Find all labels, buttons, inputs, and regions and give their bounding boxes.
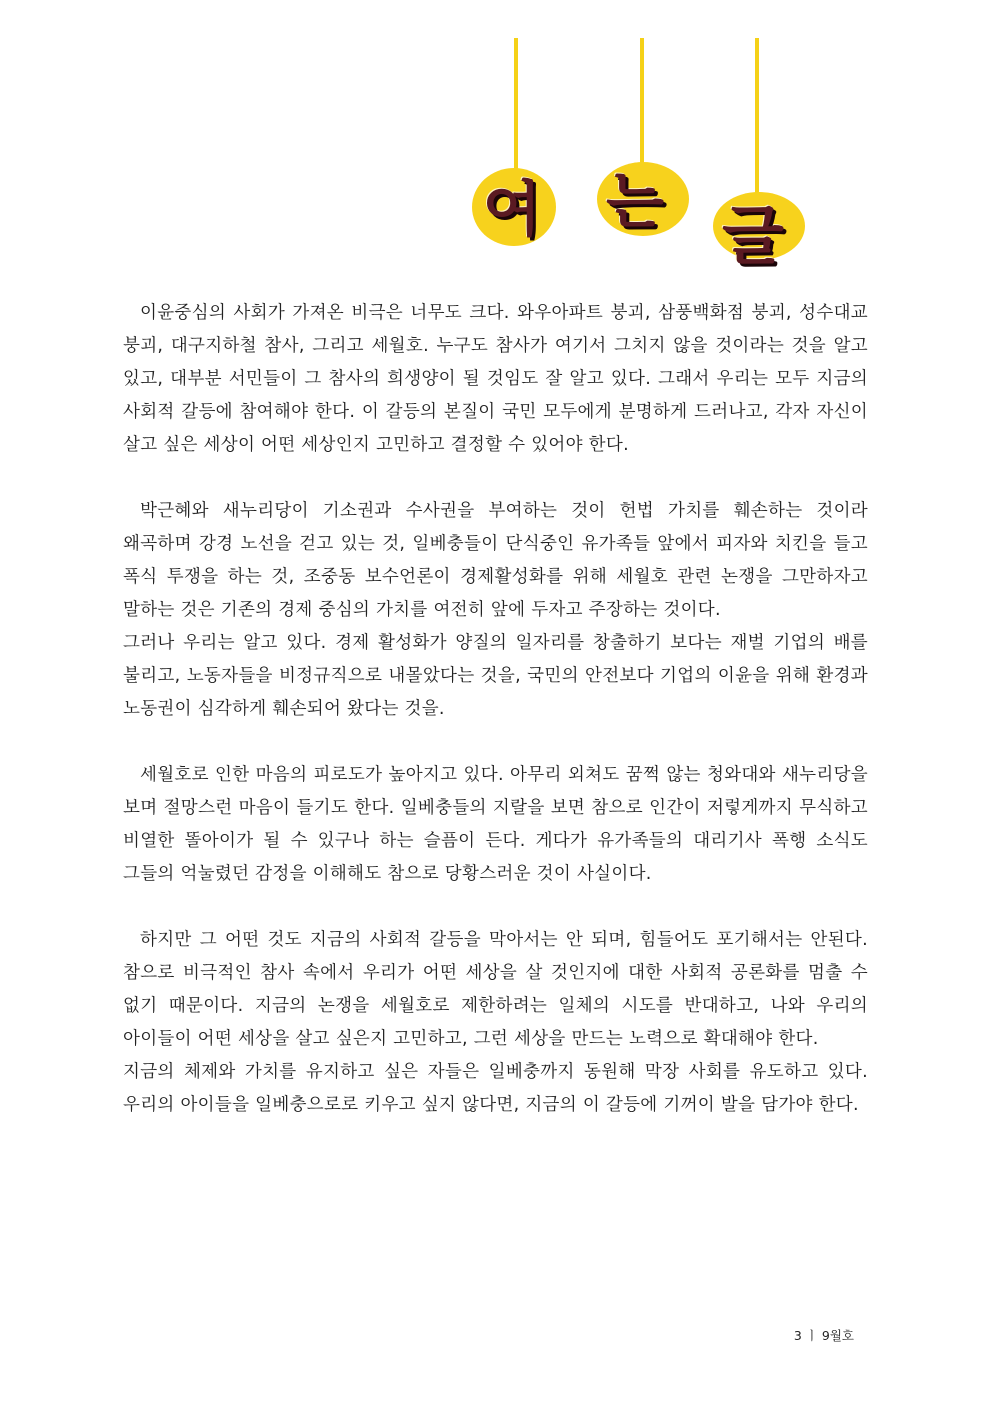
- paragraph-3: 그러나 우리는 알고 있다. 경제 활성화가 양질의 일자리를 창출하기 보다는 재벌 기업의 배를 불리고, 노동자들을 비정규직으로 내몰았다는 것을, 국민의 안전보다 기업의 이윤을 위해 환경과 노동권이 심각하게 훼손되어 왔다는 것을.: [123, 633, 868, 719]
- paragraph-6: 지금의 체제와 가치를 유지하고 싶은 자들은 일베충까지 동원해 막장 사회를 유도하고 있다. 우리의 아이들을 일베충으로로 키우고 싶지 않다면, 지금의 이 갈등에 기꺼이 발을 담가야 한다.: [123, 1062, 868, 1115]
- hanging-string-2: [640, 38, 644, 166]
- paragraph-4: 세월호로 인한 마음의 피로도가 높아지고 있다. 아무리 외쳐도 꿈쩍 않는 청와대와 새누리당을 보며 절망스런 마음이 들기도 한다. 일베충들의 지랄을 보면 참으로 인간이 저렇게까지 무식하고 비열한 똘아이가 될 수 있구나 하는 슬픔이 든다. 게다가 유가족들의 대리기사 폭행 소식도 그들의 억눌렸던 감정을 이해해도 참으로 당황스러운 것이 사실이다.: [123, 765, 868, 884]
- paragraph-gap: [123, 462, 868, 495]
- hanging-string-3: [755, 38, 759, 193]
- title-char-1: 여: [483, 175, 541, 245]
- paragraph-1: 이윤중심의 사회가 가져온 비극은 너무도 크다. 와우아파트 붕괴, 삼풍백화점 붕괴, 성수대교 붕괴, 대구지하철 참사, 그리고 세월호. 누구도 참사가 여기서 그치지 않을 것이라는 것을 알고 있고, 대부분 서민들이 그 참사의 희생양이 될 것임도 잘 알고 있다. 그래서 우리는 모두 지금의 사회적 갈등에 참여해야 한다. 이 갈등의 본질이 국민 모두에게 분명하게 드러나고, 각자 자신이 살고 싶은 세상이 어떤 세상인지 고민하고 결정할 수 있어야 한다.: [123, 303, 868, 455]
- paragraph-gap: [123, 726, 868, 759]
- paragraph-5: 하지만 그 어떤 것도 지금의 사회적 갈등을 막아서는 안 되며, 힘들어도 포기해서는 안된다. 참으로 비극적인 참사 속에서 우리가 어떤 세상을 살 것인지에 대한 사회적 공론화를 멈출 수 없기 때문이다. 지금의 논쟁을 세월호로 제한하려는 일체의 시도를 반대하고, 나와 우리의 아이들이 어떤 세상을 살고 싶은지 고민하고, 그런 세상을 만드는 노력으로 확대해야 한다.: [123, 930, 868, 1049]
- hanging-string-1: [514, 38, 518, 173]
- title-char-3: 글: [722, 200, 784, 274]
- page-footer: 3 ㅣ 9월호: [793, 1328, 854, 1343]
- title-char-2: 는: [606, 167, 664, 237]
- article-body: [123, 297, 868, 1122]
- paragraph-2: 박근혜와 새누리당이 기소권과 수사권을 부여하는 것이 헌법 가치를 훼손하는 것이라 왜곡하며 강경 노선을 걷고 있는 것, 일베충들이 단식중인 유가족들 앞에서 피자와 치킨을 들고 폭식 투쟁을 하는 것, 조중동 보수언론이 경제활성화를 위해 세월호 관련 논쟁을 그만하자고 말하는 것은 기존의 경제 중심의 가치를 여전히 앞에 두자고 주장하는 것이다.: [123, 501, 868, 620]
- paragraph-gap: [123, 891, 868, 924]
